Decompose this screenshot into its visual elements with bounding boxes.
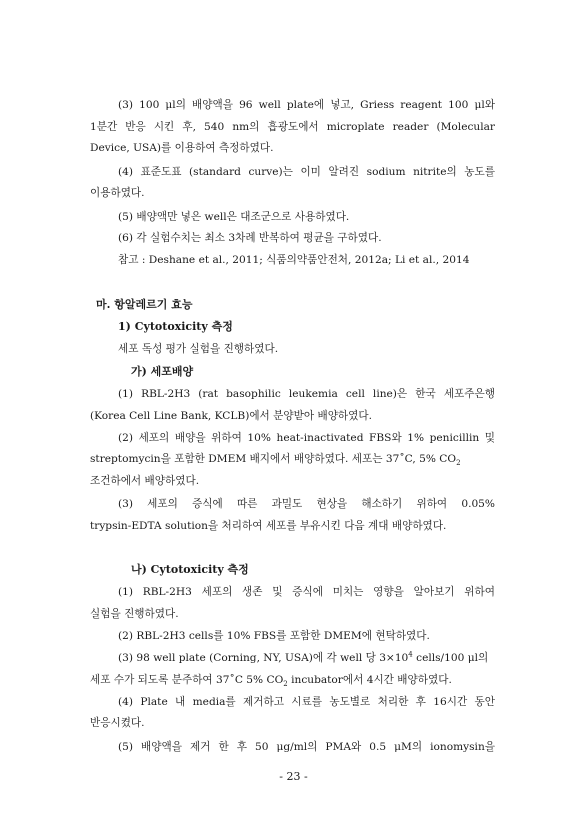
- ga-para-1-line-2: (Korea Cell Line Bank, KCLB)에서 분양받아 배양하였다.: [90, 410, 372, 422]
- subsection-1-text: 세포 독성 평가 실험을 진행하였다.: [118, 343, 279, 355]
- ga-para-2-line-2: [90, 452, 495, 466]
- para-3-line-2: 1분간 반응 시킨 후, 540 nm의 흡광도에서 microplate reader (Molecular: [90, 121, 495, 133]
- para-5: (5) 배양액만 넣은 well은 대조군으로 사용하였다.: [118, 211, 350, 223]
- subheading-na: 나) Cytotoxicity 측정: [131, 563, 249, 576]
- na-para-3-line-2-text-a: 세포 수가 되도록 분주하여 37˚C 5% CO: [90, 674, 284, 686]
- section-heading: 마. 항알레르기 효능: [96, 298, 193, 311]
- na-para-3-line-2-text-b: incubator에서 4시간 배양하였다.: [287, 674, 452, 686]
- reference-note: 참고 : Deshane et al., 2011; 식품의약품안전처, 2012a; Li et al., 2014: [118, 254, 470, 266]
- na-para-3-line-1: [118, 651, 495, 665]
- na-para-2: (2) RBL-2H3 cells를 10% FBS를 포함한 DMEM에 현탁하였다.: [118, 630, 430, 642]
- para-4-line-2: 이용하였다.: [90, 187, 145, 199]
- page-number: - 23 -: [279, 770, 308, 783]
- co2-subscript: 2: [456, 459, 461, 468]
- para-6: (6) 각 실험수치는 최소 3차례 반복하여 평균을 구하였다.: [118, 232, 382, 244]
- na-para-1-line-2: 실험을 진행하였다.: [90, 608, 179, 620]
- ga-para-3-line-1: (3) 세포의 증식에 따른 과밀도 현상을 해소하기 위하여 0.05%: [118, 498, 495, 510]
- na-para-4-line-2: 반응시켰다.: [90, 717, 145, 729]
- ga-para-1-line-1: (1) RBL-2H3 (rat basophilic leukemia cell line)은 한국 세포주은행: [118, 388, 495, 400]
- subsection-heading-1: 1) Cytotoxicity 측정: [118, 320, 233, 333]
- ga-para-2-line-2-text: streptomycin을 포함한 DMEM 배지에서 배양하였다. 세포는 37˚C, 5% CO: [90, 453, 457, 465]
- na-para-3-line-2: [90, 673, 495, 687]
- na-para-3-line-1-text-b: cells/100 μl의: [412, 652, 489, 664]
- ga-para-2-line-1: (2) 세포의 배양을 위하여 10% heat-inactivated FBS와 1% penicillin 및: [118, 432, 495, 444]
- ga-para-2-line-3: 조건하에서 배양하였다.: [90, 475, 200, 487]
- ga-para-3-line-2: trypsin-EDTA solution을 처리하여 세포를 부유시킨 다음 계대 배양하였다.: [90, 520, 447, 532]
- para-4-line-1: (4) 표준도표 (standard curve)는 이미 알려진 sodium nitrite의 농도를: [118, 166, 495, 178]
- exponent-superscript: 4: [408, 650, 413, 659]
- na-para-1-line-1: (1) RBL-2H3 세포의 생존 및 증식에 미치는 영향을 알아보기 위하여: [118, 586, 495, 598]
- subheading-ga: 가) 세포배양: [131, 365, 194, 378]
- na-para-3-line-1-text-a: (3) 98 well plate (Corning, NY, USA)에 각 well 당 3×10: [118, 652, 409, 664]
- para-3-line-3: Device, USA)를 이용하여 측정하였다.: [90, 142, 274, 154]
- co2-subscript-2: 2: [283, 680, 288, 689]
- na-para-4-line-1: (4) Plate 내 media를 제거하고 시료를 농도별로 처리한 후 16시간 동안: [118, 696, 495, 708]
- para-3-line-1: (3) 100 μl의 배양액을 96 well plate에 넣고, Griess reagent 100 μl와: [118, 99, 495, 111]
- na-para-5-line-1: (5) 배양액을 제거 한 후 50 μg/ml의 PMA와 0.5 μM의 ionomysin을: [118, 741, 495, 753]
